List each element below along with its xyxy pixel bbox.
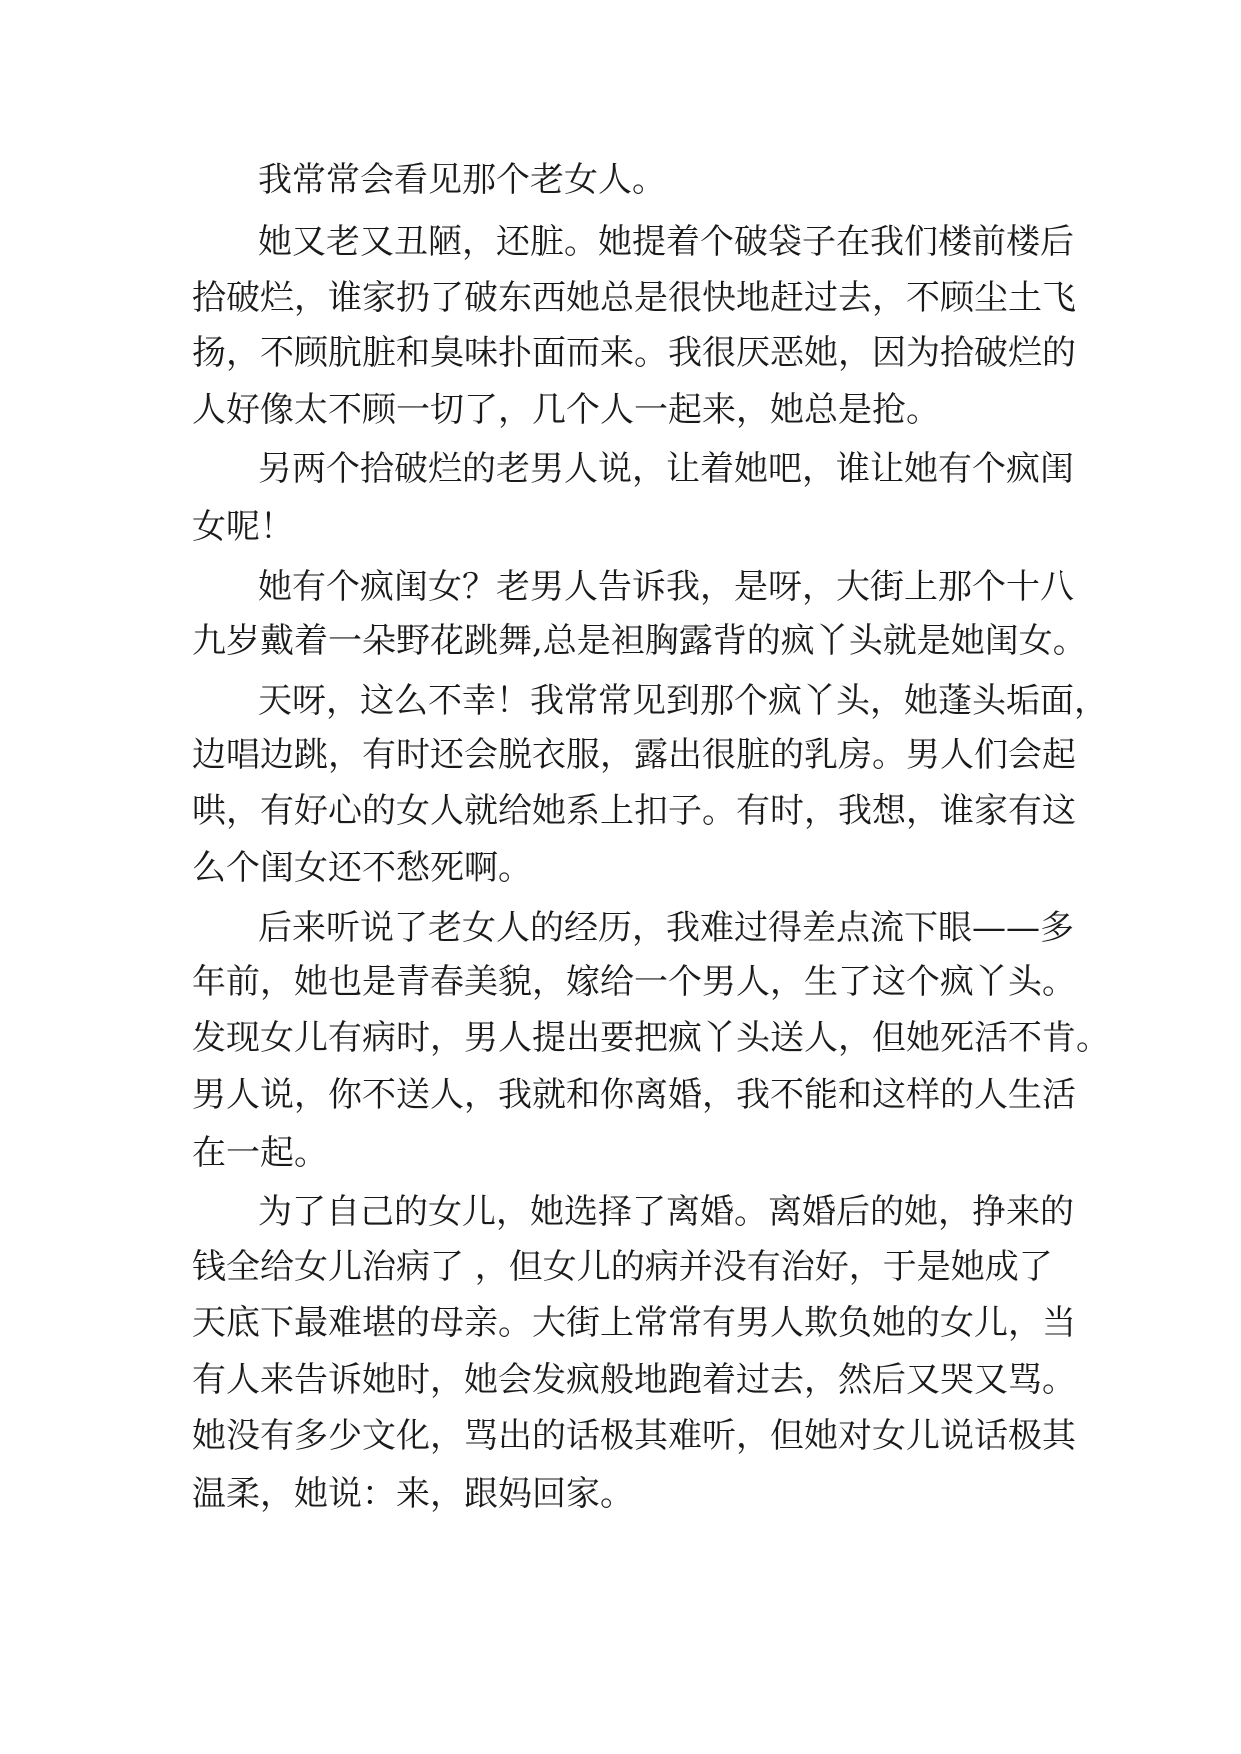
text-line: 边唱边跳，有时还会脱衣服，露出很脏的乳房。男人们会起: [192, 735, 1076, 775]
text-line: 为了自己的女儿，她选择了离婚。离婚后的她，挣来的: [258, 1192, 1074, 1232]
text-line: 后来听说了老女人的经历，我难过得差点流下眼——多: [258, 908, 1074, 948]
text-line: 人好像太不顾一切了，几个人一起来，她总是抢。: [192, 390, 940, 430]
text-line: 发现女儿有病时，男人提出要把疯丫头送人，但她死活不肯。: [192, 1018, 1110, 1058]
text-line: 扬，不顾肮脏和臭味扑面而来。我很厌恶她，因为拾破烂的: [192, 333, 1076, 373]
text-line: 天呀，这么不幸！我常常见到那个疯丫头，她蓬头垢面，: [258, 681, 1108, 721]
text-line: 么个闺女还不愁死啊。: [192, 848, 532, 888]
text-line: 天底下最难堪的母亲。大街上常常有男人欺负她的女儿，当: [192, 1303, 1076, 1343]
text-line: 另两个拾破烂的老男人说，让着她吧，谁让她有个疯闺: [258, 449, 1074, 489]
text-line: 她没有多少文化，骂出的话极其难听，但她对女儿说话极其: [192, 1416, 1076, 1456]
text-line: 在一起。: [192, 1133, 328, 1173]
text-line: 有人来告诉她时，她会发疯般地跑着过去，然后又哭又骂。: [192, 1360, 1076, 1400]
text-line: 温柔，她说：来，跟妈回家。: [192, 1474, 634, 1514]
text-line: 她又老又丑陋，还脏。她提着个破袋子在我们楼前楼后: [258, 222, 1074, 262]
text-line: 年前，她也是青春美貌，嫁给一个男人，生了这个疯丫头。: [192, 962, 1076, 1002]
text-line: 女呢！: [192, 507, 294, 547]
text-line: 哄，有好心的女人就给她系上扣子。有时，我想，谁家有这: [192, 791, 1076, 831]
text-line: 九岁戴着一朵野花跳舞,总是袒胸露背的疯丫头就是她闺女。: [192, 621, 1087, 661]
text-line: 拾破烂，谁家扔了破东西她总是很快地赶过去，不顾尘土飞: [192, 278, 1076, 318]
text-line: 钱全给女儿治病了 ，但女儿的病并没有治好，于是她成了: [192, 1247, 1053, 1287]
text-line: 她有个疯闺女？老男人告诉我，是呀，大街上那个十八: [258, 567, 1074, 607]
text-line: 男人说，你不送人，我就和你离婚，我不能和这样的人生活: [192, 1075, 1076, 1115]
text-line: 我常常会看见那个老女人。: [258, 160, 666, 200]
